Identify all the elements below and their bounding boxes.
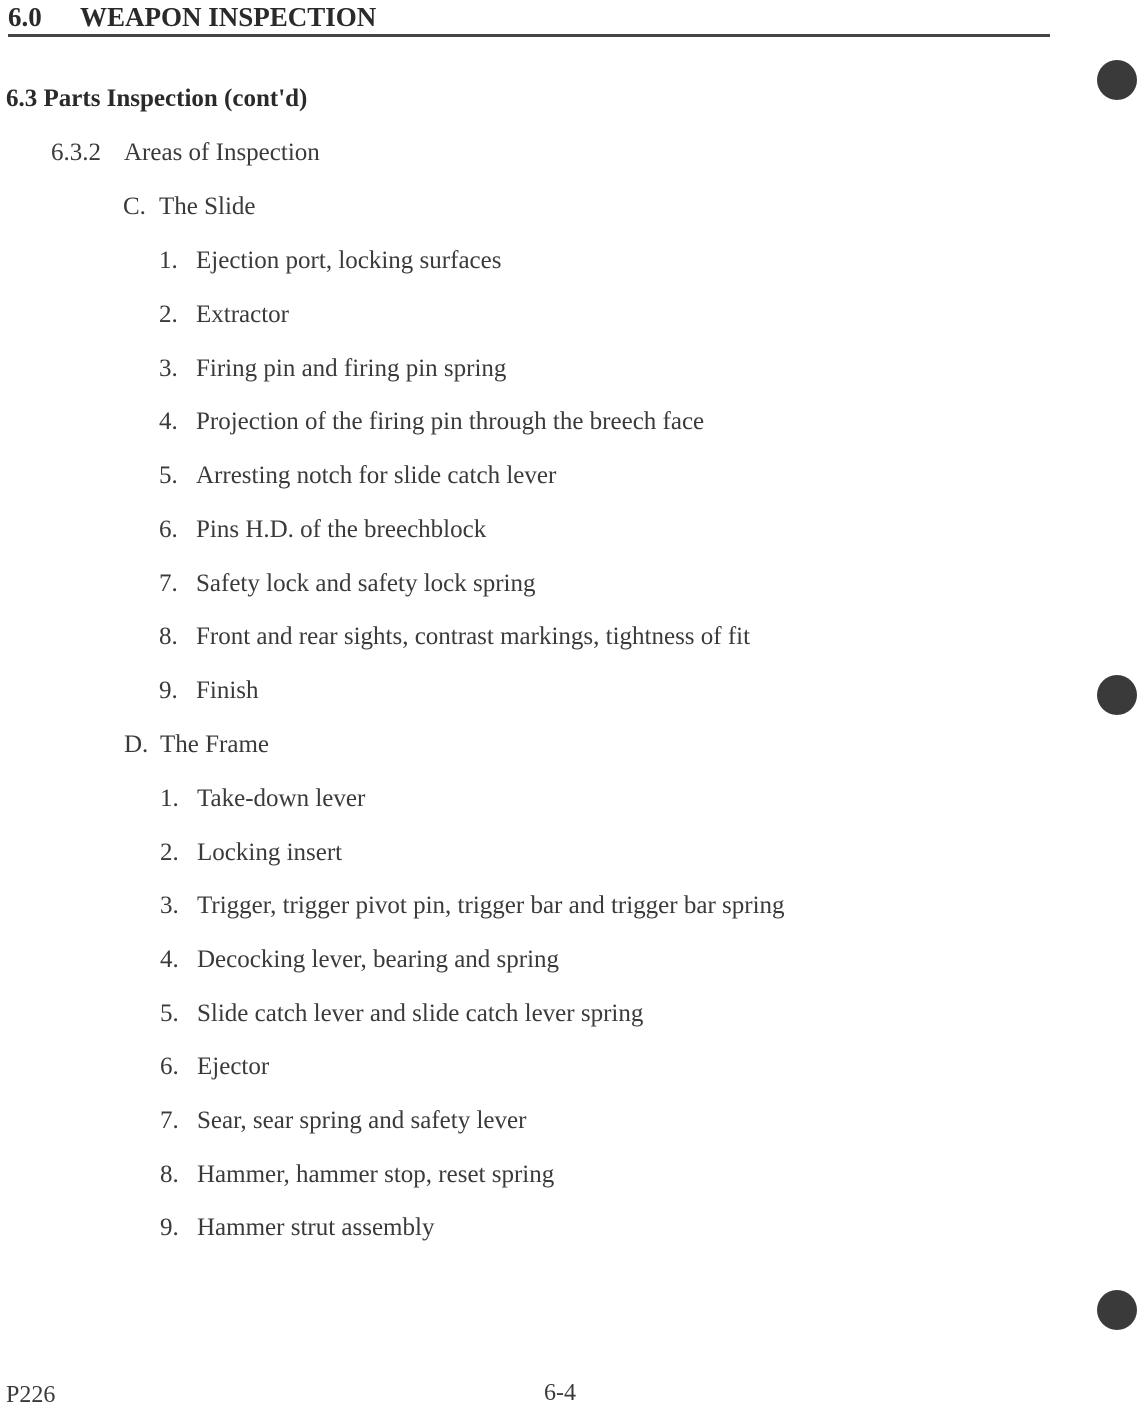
frame-item <box>160 783 365 815</box>
item-text: Trigger, trigger pivot pin, trigger bar and trigger bar spring <box>197 892 785 919</box>
item-number: 3. <box>160 892 179 919</box>
item-text: Arresting notch for slide catch lever <box>196 462 557 489</box>
item-number: 7. <box>159 570 178 597</box>
item-number: 7. <box>160 1107 179 1134</box>
item-text: Slide catch lever and slide catch lever spring <box>197 1000 644 1027</box>
item-text: Hammer strut assembly <box>197 1214 435 1241</box>
item-number: 1. <box>160 785 179 812</box>
frame-item <box>160 1051 269 1083</box>
subsection-title: Areas of Inspection <box>124 139 320 166</box>
frame-item <box>160 998 643 1030</box>
slide-item <box>159 406 704 438</box>
frame-item <box>160 1159 554 1191</box>
chapter-title: WEAPON INSPECTION <box>80 2 377 32</box>
item-text: Pins H.D. of the breechblock <box>196 516 487 543</box>
item-number: 6. <box>160 1053 179 1080</box>
item-number: 5. <box>159 462 178 489</box>
punch-hole-bottom <box>1097 1290 1137 1330</box>
slide-item <box>159 514 486 546</box>
slide-title: The Slide <box>159 193 256 220</box>
item-text: Hammer, hammer stop, reset spring <box>197 1161 555 1188</box>
frame-item <box>160 1212 434 1244</box>
slide-item <box>159 460 556 492</box>
punch-hole-middle <box>1097 675 1137 715</box>
item-text: Sear, sear spring and safety lever <box>197 1107 527 1134</box>
chapter-number: 6.0 <box>8 2 42 32</box>
slide-group-title <box>123 191 256 223</box>
slide-letter: C. <box>123 193 146 220</box>
slide-item <box>159 675 259 707</box>
item-text: Locking insert <box>197 839 343 866</box>
header-rule <box>8 34 1050 37</box>
item-number: 2. <box>160 839 179 866</box>
item-number: 4. <box>159 408 178 435</box>
item-number: 9. <box>159 677 178 704</box>
item-text: Firing pin and firing pin spring <box>196 355 507 382</box>
item-number: 5. <box>160 1000 179 1027</box>
frame-title: The Frame <box>160 731 269 758</box>
frame-letter: D. <box>124 731 149 758</box>
item-number: 3. <box>159 355 178 382</box>
item-number: 6. <box>159 516 178 543</box>
item-text: Decocking lever, bearing and spring <box>197 946 560 973</box>
slide-item <box>159 568 536 600</box>
footer-page-number: 6-4 <box>544 1380 576 1406</box>
slide-item <box>159 299 289 331</box>
item-text: Ejection port, locking surfaces <box>196 247 502 274</box>
footer-model: P226 <box>6 1382 56 1408</box>
item-text: Extractor <box>196 301 290 328</box>
item-number: 2. <box>159 301 178 328</box>
subsection-heading <box>51 137 320 169</box>
chapter-header <box>8 0 376 34</box>
item-number: 8. <box>159 623 178 650</box>
item-number: 8. <box>160 1161 179 1188</box>
item-number: 4. <box>160 946 179 973</box>
subsection-number: 6.3.2 <box>51 139 101 166</box>
item-number: 1. <box>159 247 178 274</box>
slide-item <box>159 245 501 277</box>
punch-hole-top <box>1097 60 1137 100</box>
item-text: Front and rear sights, contrast markings, tightness of fit <box>196 623 751 650</box>
frame-group-title <box>124 729 269 761</box>
frame-item <box>160 944 559 976</box>
slide-item <box>159 353 506 385</box>
slide-item <box>159 621 750 653</box>
item-text: Safety lock and safety lock spring <box>196 570 536 597</box>
item-text: Take-down lever <box>197 785 366 812</box>
section-heading: 6.3 Parts Inspection (cont'd) <box>6 85 308 112</box>
item-text: Ejector <box>197 1053 270 1080</box>
item-text: Projection of the firing pin through the breech face <box>196 408 705 435</box>
item-number: 9. <box>160 1214 179 1241</box>
frame-item <box>160 837 342 869</box>
frame-item <box>160 890 785 922</box>
frame-item <box>160 1105 526 1137</box>
item-text: Finish <box>196 677 259 704</box>
